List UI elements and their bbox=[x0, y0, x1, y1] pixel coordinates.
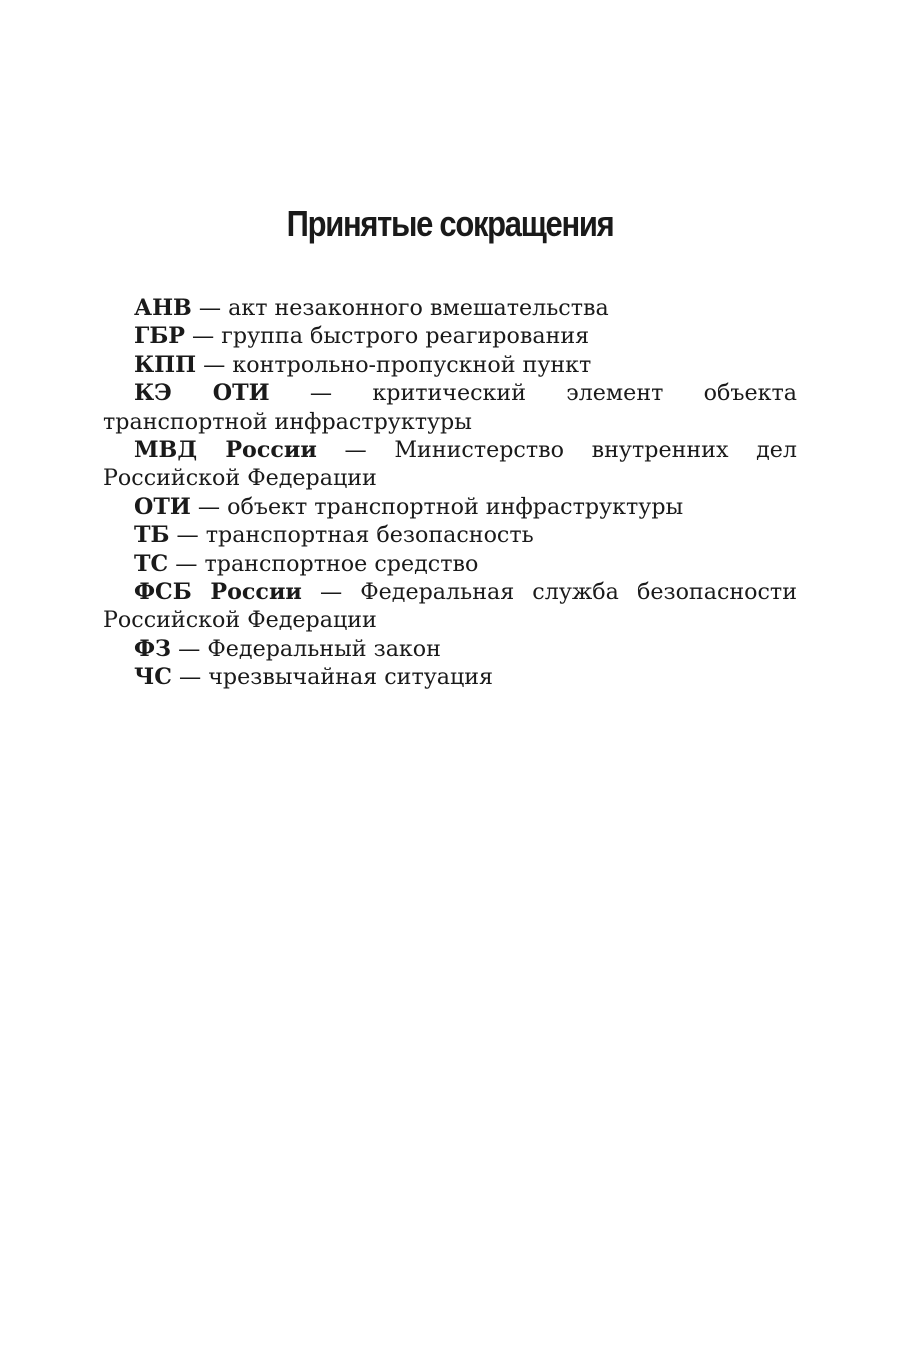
dash-separator: — bbox=[191, 295, 229, 321]
abbreviation-definition: транспортное средство bbox=[204, 550, 479, 577]
abbreviation-definition: Федеральный закон bbox=[207, 635, 441, 662]
abbreviation-term: ОТИ bbox=[134, 493, 191, 520]
list-item bbox=[103, 663, 797, 691]
list-item bbox=[103, 379, 797, 436]
dash-separator: — bbox=[184, 323, 222, 350]
list-item bbox=[103, 436, 797, 493]
dash-separator: — bbox=[269, 380, 373, 407]
list-item bbox=[103, 493, 797, 521]
abbreviation-term: ГБР bbox=[134, 323, 185, 350]
abbreviation-term: КЭ ОТИ bbox=[134, 380, 270, 407]
abbreviation-term: АНВ bbox=[134, 295, 192, 321]
list-item bbox=[103, 521, 797, 549]
dash-separator: — bbox=[316, 437, 395, 464]
list-item bbox=[103, 322, 797, 350]
abbreviation-term: ЧС bbox=[134, 664, 172, 691]
abbreviation-definition: критический элемент объекта транспортной инфраструктуры bbox=[103, 380, 798, 435]
dash-separator: — bbox=[169, 522, 206, 549]
dash-separator: — bbox=[171, 664, 209, 691]
abbreviation-term: КПП bbox=[134, 351, 197, 378]
dash-separator: — bbox=[171, 635, 208, 662]
dash-separator: — bbox=[196, 351, 233, 378]
dash-separator: — bbox=[301, 579, 361, 606]
abbreviation-term: ТБ bbox=[134, 522, 170, 549]
abbreviation-definition: объект транспортной инфраструктуры bbox=[227, 493, 684, 520]
abbreviation-term: ФСБ России bbox=[134, 579, 302, 606]
abbreviation-definition: группа быстрого реагирования bbox=[221, 323, 590, 350]
abbreviation-definition: контрольно-пропускной пункт bbox=[232, 351, 592, 378]
abbreviation-term: МВД России bbox=[134, 437, 317, 464]
list-item bbox=[103, 351, 797, 379]
list-item bbox=[103, 550, 797, 578]
list-item bbox=[103, 294, 797, 322]
abbreviation-definition: акт незаконного вмешательства bbox=[228, 295, 609, 321]
abbreviation-term: ФЗ bbox=[134, 635, 172, 662]
abbreviation-definition: транспортная безопасность bbox=[205, 522, 534, 549]
abbreviation-definition: Федеральная служба безопасности Российской Федерации bbox=[103, 579, 797, 634]
page-title: Принятые сокращения bbox=[286, 203, 614, 244]
abbreviation-list bbox=[103, 294, 797, 692]
list-item bbox=[103, 578, 797, 635]
abbreviation-definition: чрезвычайная ситуация bbox=[208, 664, 494, 691]
abbreviation-term: ТС bbox=[134, 550, 169, 577]
abbreviation-definition: Министерство внутренних дел Российской Федерации bbox=[103, 437, 798, 492]
dash-separator: — bbox=[190, 493, 228, 520]
list-item bbox=[103, 635, 797, 663]
dash-separator: — bbox=[168, 550, 205, 577]
